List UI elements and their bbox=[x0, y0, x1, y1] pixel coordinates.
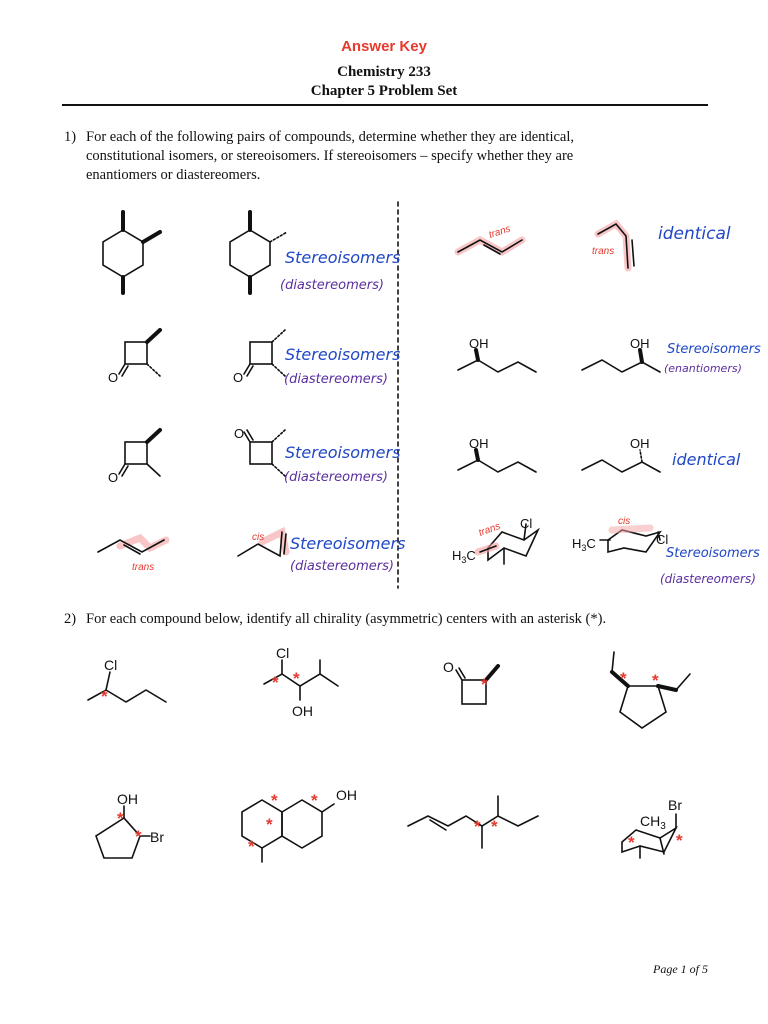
r2-right-b-oh: OH bbox=[630, 336, 650, 351]
q2-m7 bbox=[408, 796, 538, 848]
q2-star-10: * bbox=[311, 791, 318, 810]
q2-m3-o: O bbox=[443, 659, 454, 675]
r2-right-a-oh: OH bbox=[469, 336, 489, 351]
r4-trans-label: trans bbox=[132, 562, 155, 573]
q2-number: 2) bbox=[64, 611, 77, 627]
r4-right-a-h3c: $H_3C$ bbox=[452, 548, 476, 565]
r4-right-answer: Stereoisomers bbox=[666, 546, 760, 561]
q2-m3 bbox=[456, 666, 498, 704]
q2-star-3: * bbox=[293, 669, 300, 688]
page-number: Page 1 of 5 bbox=[653, 962, 708, 976]
q2-star-13: * bbox=[474, 817, 481, 836]
r3-left-answer-sub: (diastereomers) bbox=[284, 470, 388, 485]
r4-right-a-cl: Cl bbox=[520, 516, 533, 531]
r4-right-cis-label: cis bbox=[618, 516, 631, 527]
r1-trans-label-b: trans bbox=[592, 246, 615, 257]
q2-star-1: * bbox=[101, 687, 108, 706]
q2-m2-cl: Cl bbox=[276, 645, 290, 661]
r3-right-b-oh: OH bbox=[630, 436, 650, 451]
q1-line-3: enantiomers or diastereomers. bbox=[86, 167, 261, 183]
q2-star-8: * bbox=[135, 827, 142, 846]
problem-set-title: Chapter 5 Problem Set bbox=[310, 83, 458, 99]
q2-m5-br: Br bbox=[150, 829, 164, 845]
q2-m5-oh: OH bbox=[117, 791, 138, 807]
r3-right-answer: identical bbox=[672, 450, 741, 469]
r4-left-answer: Stereoisomers bbox=[290, 534, 406, 553]
r1-right-answer: identical bbox=[658, 224, 731, 244]
q2-star-11: * bbox=[248, 837, 255, 856]
r2-right-answer-sub: (enantiomers) bbox=[664, 362, 742, 375]
r1-left-answer: Stereoisomers bbox=[285, 248, 401, 267]
q2-star-6: * bbox=[652, 671, 659, 690]
r4-right-answer-sub: (diastereomers) bbox=[660, 572, 756, 586]
q2-star-14: * bbox=[491, 817, 498, 836]
q2-star-12: * bbox=[266, 815, 273, 834]
course-title: Chemistry 233 bbox=[337, 64, 431, 80]
q2-m6 bbox=[242, 800, 334, 862]
q2-m1 bbox=[88, 672, 166, 702]
q2-star-16: * bbox=[676, 831, 683, 850]
r2-right-answer: Stereoisomers bbox=[667, 342, 761, 357]
r3-left-answer: Stereoisomers bbox=[285, 443, 401, 462]
q1-line-2: constitutional isomers, or stereoisomers. If stereoisomers – specify whether they are bbox=[86, 148, 574, 164]
r4-right-trans-label: trans bbox=[477, 520, 502, 539]
r2-left-oxygen: O bbox=[108, 370, 119, 385]
r1-trans-label: trans bbox=[487, 223, 513, 241]
q2-m4 bbox=[612, 652, 690, 728]
r4-left-answer-sub: (diastereomers) bbox=[290, 559, 394, 574]
answer-key-title: Answer Key bbox=[341, 38, 427, 55]
r2-left-answer: Stereoisomers bbox=[285, 345, 401, 364]
q2-text: For each compound below, identify all chirality (asymmetric) centers with an asterisk (*). bbox=[86, 611, 607, 627]
r4-right-b-h3c: $H_3C$ bbox=[572, 536, 596, 553]
r3-right-a-oh: OH bbox=[469, 436, 489, 451]
r3-mid-oxygen: O bbox=[234, 426, 245, 441]
r1-left-answer-sub: (diastereomers) bbox=[280, 278, 384, 293]
r2-left-answer-sub: (diastereomers) bbox=[284, 372, 388, 387]
q1-number: 1) bbox=[64, 129, 77, 145]
q2-star-5: * bbox=[620, 669, 627, 688]
r2-mid-oxygen: O bbox=[233, 370, 244, 385]
q1-line-1: For each of the following pairs of compounds, determine whether they are identical, bbox=[86, 129, 575, 145]
q2-m1-cl: Cl bbox=[104, 657, 118, 673]
q2-star-15: * bbox=[628, 833, 635, 852]
q2-m8-ch3: $CH_3$ bbox=[640, 813, 666, 832]
q2-m2-oh: OH bbox=[292, 703, 313, 719]
q2-star-9: * bbox=[271, 791, 278, 810]
q2-star-7: * bbox=[117, 809, 124, 828]
q2-star-4: * bbox=[481, 675, 488, 694]
q2-m8-br: Br bbox=[668, 797, 682, 813]
q2-star-2: * bbox=[272, 673, 279, 692]
r3-left-oxygen: O bbox=[108, 470, 119, 485]
r4-cis-label: cis bbox=[252, 532, 265, 543]
r4-right-b-cl: Cl bbox=[656, 532, 669, 547]
q2-m6-oh: OH bbox=[336, 787, 357, 803]
